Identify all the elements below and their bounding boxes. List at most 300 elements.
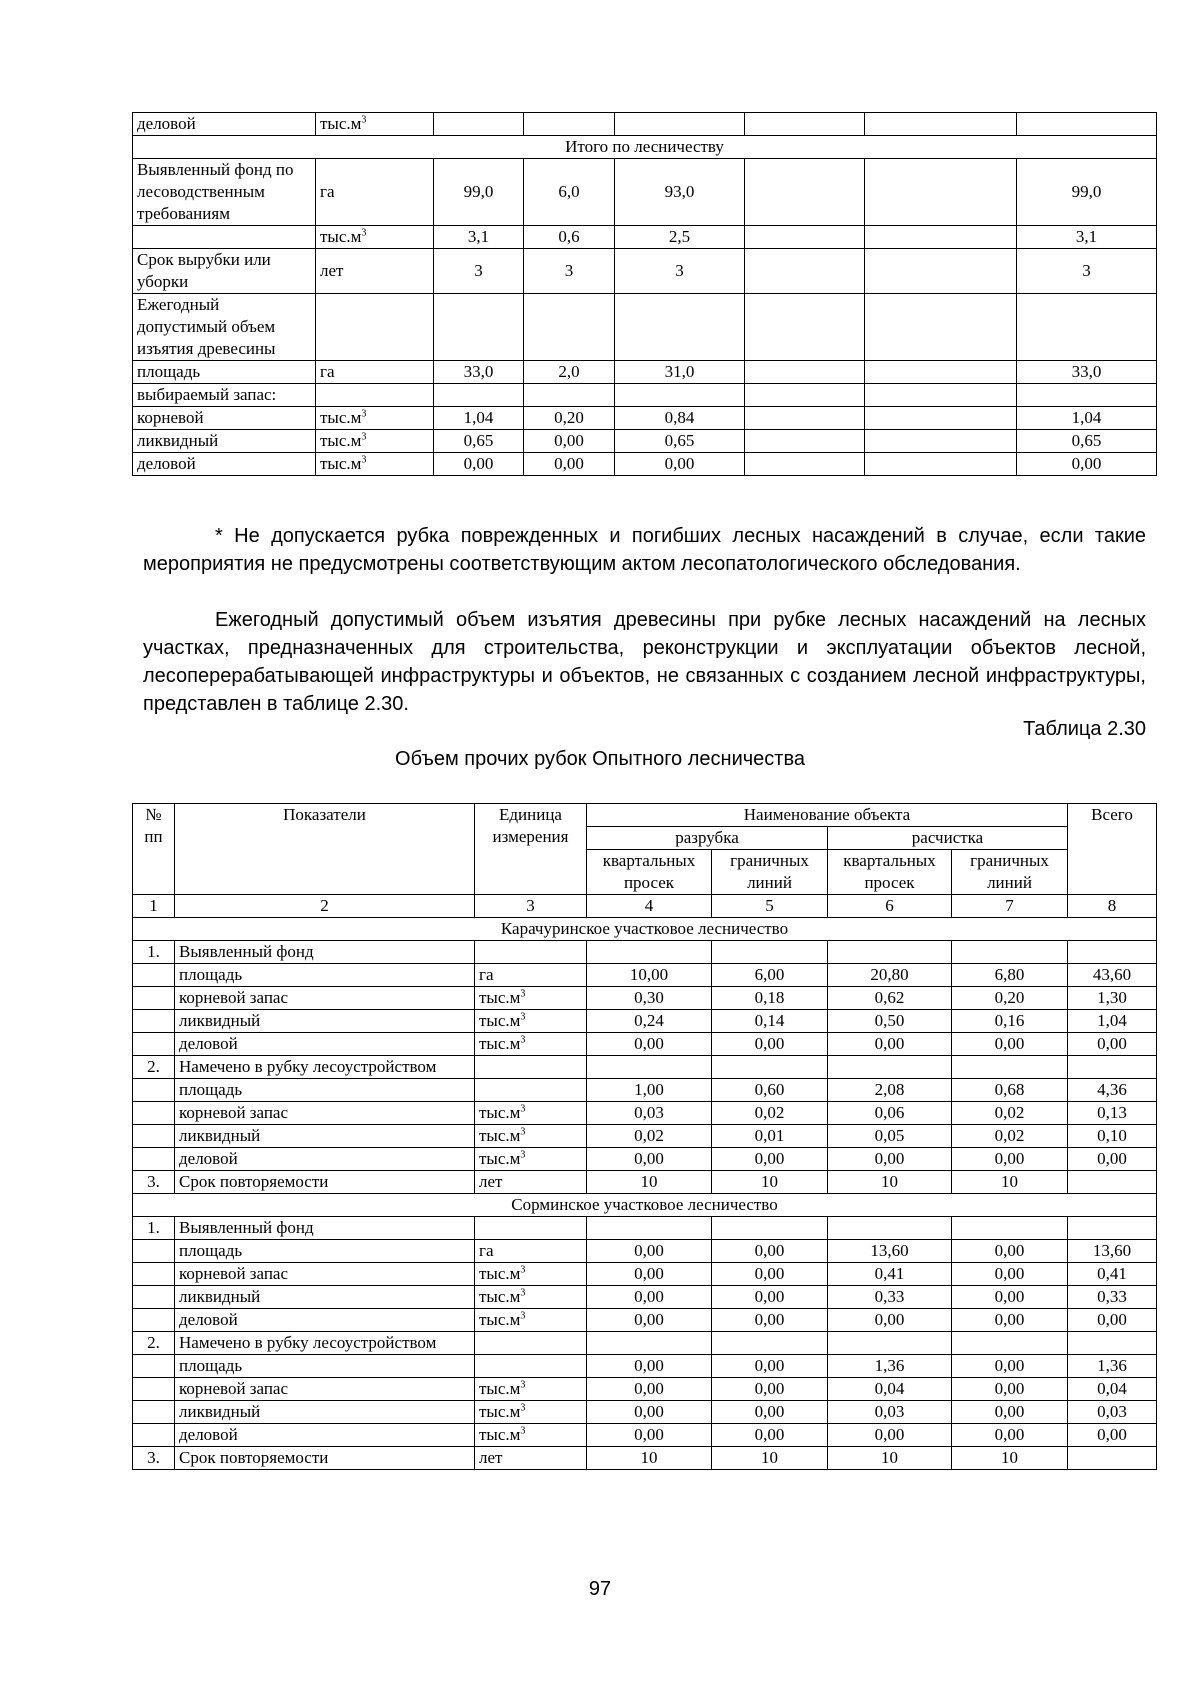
table-row xyxy=(133,1217,1157,1240)
row-number xyxy=(133,1033,175,1056)
table-cell: $тыс.м^3$ xyxy=(316,113,434,136)
row-number xyxy=(133,1355,175,1378)
table-cell xyxy=(828,1332,952,1355)
table-cell xyxy=(615,113,745,136)
row-label: корневой запас xyxy=(175,987,475,1010)
table-cell: 0,00 xyxy=(952,1401,1068,1424)
table-cell: 0,00 xyxy=(524,453,615,476)
table-cell: 0,02 xyxy=(712,1102,828,1125)
table-row xyxy=(133,407,1157,430)
column-number: 7 xyxy=(952,895,1068,918)
table-cell: 0,00 xyxy=(952,1148,1068,1171)
table-cell: га xyxy=(316,159,434,226)
table-cell: 0,05 xyxy=(828,1125,952,1148)
table-cell xyxy=(316,294,434,361)
table-cell xyxy=(1068,1332,1157,1355)
table-cell xyxy=(434,294,524,361)
table-row xyxy=(133,159,1157,226)
table-cell: 0,02 xyxy=(952,1125,1068,1148)
header-quarter-glades-1: квартальных просек xyxy=(587,850,712,895)
table-row xyxy=(133,430,1157,453)
table-row xyxy=(133,1309,1157,1332)
table-cell xyxy=(712,941,828,964)
table-cell: $тыс.м^3$ xyxy=(475,1424,587,1447)
row-label: Срок вырубки или уборки xyxy=(133,249,316,294)
table-cell: 0,02 xyxy=(952,1102,1068,1125)
row-number: 1. xyxy=(133,1217,175,1240)
table-row xyxy=(133,384,1157,407)
table-cell: 6,80 xyxy=(952,964,1068,987)
table-cell: 3 xyxy=(524,249,615,294)
table-cell xyxy=(475,1332,587,1355)
table-cell: 0,00 xyxy=(952,1240,1068,1263)
header-total: Всего xyxy=(1068,804,1157,895)
table-cell: 0,04 xyxy=(828,1378,952,1401)
table-cell: $тыс.м^3$ xyxy=(475,1286,587,1309)
other-cuttings-table xyxy=(132,803,1157,1470)
table-cell xyxy=(587,1332,712,1355)
table-cell: 0,00 xyxy=(587,1148,712,1171)
table-cell xyxy=(475,941,587,964)
table-row xyxy=(133,1171,1157,1194)
row-label: деловой xyxy=(175,1033,475,1056)
table-cell: 0,00 xyxy=(712,1263,828,1286)
table-cell: 10 xyxy=(828,1447,952,1470)
table-row xyxy=(133,1240,1157,1263)
table-cell: 0,03 xyxy=(1068,1401,1157,1424)
table-cell xyxy=(1068,1447,1157,1470)
table-row xyxy=(133,113,1157,136)
row-label: деловой xyxy=(175,1148,475,1171)
row-number: 3. xyxy=(133,1171,175,1194)
table-cell xyxy=(1017,384,1157,407)
table-cell xyxy=(475,1217,587,1240)
column-number: 1 xyxy=(133,895,175,918)
table-cell xyxy=(952,1217,1068,1240)
table-cell: 0,04 xyxy=(1068,1378,1157,1401)
table-cell: 0,00 xyxy=(712,1355,828,1378)
table-cell: 10 xyxy=(712,1447,828,1470)
row-number xyxy=(133,1010,175,1033)
table-row xyxy=(133,226,1157,249)
table-cell: 6,00 xyxy=(712,964,828,987)
table-cell: $тыс.м^3$ xyxy=(475,987,587,1010)
table-cell: 2,08 xyxy=(828,1079,952,1102)
table-cell xyxy=(587,1217,712,1240)
table-cell: 10 xyxy=(952,1171,1068,1194)
row-number xyxy=(133,1263,175,1286)
table-cell xyxy=(615,294,745,361)
table-cell: 0,13 xyxy=(1068,1102,1157,1125)
row-label: Намечено в рубку лесоустройством xyxy=(175,1332,475,1355)
table-cell: 0,00 xyxy=(712,1240,828,1263)
row-label: корневой запас xyxy=(175,1378,475,1401)
table-cell xyxy=(745,159,865,226)
row-label: деловой xyxy=(133,453,316,476)
table-cell xyxy=(712,1332,828,1355)
table-cell: 0,00 xyxy=(828,1424,952,1447)
table-cell: 10 xyxy=(587,1171,712,1194)
table-cell: 0,10 xyxy=(1068,1125,1157,1148)
row-label: Срок повторяемости xyxy=(175,1171,475,1194)
table-cell xyxy=(745,249,865,294)
header-unit: Единица измерения xyxy=(475,804,587,895)
row-label: Выявленный фонд xyxy=(175,941,475,964)
row-number xyxy=(133,987,175,1010)
table-cell: $тыс.м^3$ xyxy=(475,1401,587,1424)
table-cell: 0,00 xyxy=(828,1148,952,1171)
table-cell: 0,00 xyxy=(828,1309,952,1332)
table-cell xyxy=(712,1217,828,1240)
table-cell: 0,18 xyxy=(712,987,828,1010)
row-label: корневой запас xyxy=(175,1102,475,1125)
table-cell: лет xyxy=(316,249,434,294)
table-cell: 0,60 xyxy=(712,1079,828,1102)
row-label: площадь xyxy=(133,361,316,384)
table-cell xyxy=(828,941,952,964)
table-cell: 10 xyxy=(712,1171,828,1194)
table-cell: 0,00 xyxy=(712,1424,828,1447)
row-label: корневой xyxy=(133,407,316,430)
table-cell: лет xyxy=(475,1171,587,1194)
table-cell: 1,36 xyxy=(828,1355,952,1378)
table-cell xyxy=(524,294,615,361)
table-title: Объем прочих рубок Опытного лесничества xyxy=(395,748,805,770)
table-cell: 0,6 xyxy=(524,226,615,249)
intro-paragraph: Ежегодный допустимый объем изъятия древесины при рубке лесных насаждений на лесных участках, предназначенных для строительства, реконструкции и эксплуатации объектов лесной, лесоперерабатывающей инфраструктуры и объектов, не связанных с созданием лесной инфраструктуры, представлен в таблице 2.30. xyxy=(143,609,1146,715)
table-cell: 0,00 xyxy=(434,453,524,476)
table-cell: 0,20 xyxy=(524,407,615,430)
table-cell: 13,60 xyxy=(828,1240,952,1263)
header-boundary-lines-2: граничных линий xyxy=(952,850,1068,895)
table-cell: 0,20 xyxy=(952,987,1068,1010)
table-cell xyxy=(745,361,865,384)
table-cell: га xyxy=(475,964,587,987)
table-cell: 0,00 xyxy=(1068,1033,1157,1056)
row-number xyxy=(133,1424,175,1447)
table-cell: 0,00 xyxy=(712,1401,828,1424)
row-label: площадь xyxy=(175,964,475,987)
table-cell: 2,5 xyxy=(615,226,745,249)
table-row xyxy=(133,1286,1157,1309)
table-cell: 0,00 xyxy=(615,453,745,476)
table-cell: 0,62 xyxy=(828,987,952,1010)
table-cell xyxy=(587,941,712,964)
row-label: Намечено в рубку лесоустройством xyxy=(175,1056,475,1079)
table-cell xyxy=(745,226,865,249)
table-cell: 0,00 xyxy=(587,1033,712,1056)
table-row xyxy=(133,1424,1157,1447)
table-cell xyxy=(475,1056,587,1079)
table-cell: 0,84 xyxy=(615,407,745,430)
table-row xyxy=(133,1355,1157,1378)
table-cell: 1,04 xyxy=(1017,407,1157,430)
table-cell: 33,0 xyxy=(1017,361,1157,384)
table-cell: $тыс.м^3$ xyxy=(475,1033,587,1056)
table-cell xyxy=(865,453,1017,476)
table-cell: 3,1 xyxy=(1017,226,1157,249)
table-cell: $тыс.м^3$ xyxy=(316,430,434,453)
row-label: корневой запас xyxy=(175,1263,475,1286)
table-cell: 0,03 xyxy=(828,1401,952,1424)
table-cell xyxy=(1017,294,1157,361)
table-cell xyxy=(524,384,615,407)
header-cleaning: расчистка xyxy=(828,827,1068,850)
table-cell: 0,03 xyxy=(587,1102,712,1125)
table-cell: 0,24 xyxy=(587,1010,712,1033)
table-cell: 0,68 xyxy=(952,1079,1068,1102)
table-row xyxy=(133,453,1157,476)
table-cell: 99,0 xyxy=(1017,159,1157,226)
table-cell: 0,65 xyxy=(1017,430,1157,453)
table-cell: 10,00 xyxy=(587,964,712,987)
table-cell xyxy=(712,1056,828,1079)
table-cell xyxy=(865,407,1017,430)
table-cell: 0,01 xyxy=(712,1125,828,1148)
table-cell: 1,30 xyxy=(1068,987,1157,1010)
table-row xyxy=(133,249,1157,294)
row-number: 2. xyxy=(133,1056,175,1079)
table-cell xyxy=(615,384,745,407)
table-cell: 0,00 xyxy=(587,1309,712,1332)
table-cell: 13,60 xyxy=(1068,1240,1157,1263)
table-cell: 0,00 xyxy=(587,1263,712,1286)
table-row xyxy=(133,941,1157,964)
table-cell xyxy=(828,1056,952,1079)
row-number: 1. xyxy=(133,941,175,964)
table-cell: 20,80 xyxy=(828,964,952,987)
column-number: 5 xyxy=(712,895,828,918)
section-row xyxy=(133,1194,1157,1217)
table-cell xyxy=(745,407,865,430)
table-cell xyxy=(1017,113,1157,136)
row-label: Ежегодный допустимый объем изъятия древесины xyxy=(133,294,316,361)
header-object-name: Наименование объекта xyxy=(587,804,1068,827)
table-cell: 0,30 xyxy=(587,987,712,1010)
table-cell: $тыс.м^3$ xyxy=(475,1010,587,1033)
header-quarter-glades-2: квартальных просек xyxy=(828,850,952,895)
table-cell xyxy=(865,226,1017,249)
table-row xyxy=(133,1079,1157,1102)
table-cell xyxy=(745,113,865,136)
table-cell: $тыс.м^3$ xyxy=(316,407,434,430)
row-number xyxy=(133,1309,175,1332)
table-cell: 0,00 xyxy=(587,1355,712,1378)
section-title: Карачуринское участковое лесничество xyxy=(133,918,1157,941)
row-label: выбираемый запас: xyxy=(133,384,316,407)
table-cell: 0,00 xyxy=(952,1286,1068,1309)
row-label: деловой xyxy=(175,1424,475,1447)
table-cell: 1,04 xyxy=(1068,1010,1157,1033)
row-label: Выявленный фонд xyxy=(175,1217,475,1240)
header-no: № пп xyxy=(133,804,175,895)
table-cell: 0,65 xyxy=(615,430,745,453)
table-cell: 0,33 xyxy=(828,1286,952,1309)
table-cell xyxy=(524,113,615,136)
table-cell xyxy=(745,294,865,361)
header-indicators: Показатели xyxy=(175,804,475,895)
table-cell: 1,00 xyxy=(587,1079,712,1102)
table-cell: 0,00 xyxy=(587,1378,712,1401)
table-cell xyxy=(434,113,524,136)
table-cell: 0,00 xyxy=(828,1033,952,1056)
table-cell: 0,00 xyxy=(587,1424,712,1447)
table-cell xyxy=(587,1056,712,1079)
table-cell: 6,0 xyxy=(524,159,615,226)
row-number xyxy=(133,964,175,987)
table-cell xyxy=(745,453,865,476)
table-cell: $тыс.м^3$ xyxy=(316,453,434,476)
page-number: 97 xyxy=(588,1578,612,1600)
row-label: деловой xyxy=(175,1309,475,1332)
table-cell: 0,00 xyxy=(952,1378,1068,1401)
table-cell: 0,00 xyxy=(1017,453,1157,476)
row-number xyxy=(133,1240,175,1263)
row-number xyxy=(133,1286,175,1309)
column-number: 2 xyxy=(175,895,475,918)
table-cell: $тыс.м^3$ xyxy=(475,1263,587,1286)
table-cell: 99,0 xyxy=(434,159,524,226)
table-cell xyxy=(1068,1217,1157,1240)
table-cell: 0,00 xyxy=(712,1148,828,1171)
column-number: 6 xyxy=(828,895,952,918)
table-cell: 0,16 xyxy=(952,1010,1068,1033)
table-cell: 0,00 xyxy=(712,1286,828,1309)
table-cell: 31,0 xyxy=(615,361,745,384)
row-label xyxy=(133,226,316,249)
table-cell: га xyxy=(316,361,434,384)
row-label: ликвидный xyxy=(133,430,316,453)
table-cell xyxy=(865,159,1017,226)
table-cell: 0,00 xyxy=(1068,1424,1157,1447)
table-number: Таблица 2.30 xyxy=(1023,718,1146,740)
table-row xyxy=(133,1447,1157,1470)
table-cell: 0,00 xyxy=(524,430,615,453)
footnote-paragraph: * Не допускается рубка поврежденных и погибших лесных насаждений в случае, если такие мероприятия не предусмотрены соответствующим актом лесопатологического обследования. xyxy=(143,525,1146,575)
row-label: Срок повторяемости xyxy=(175,1447,475,1470)
table-cell xyxy=(1068,941,1157,964)
table-cell: 0,00 xyxy=(587,1240,712,1263)
column-number: 4 xyxy=(587,895,712,918)
table-cell xyxy=(828,1217,952,1240)
row-number xyxy=(133,1378,175,1401)
row-label: Выявленный фонд по лесоводственным требованиям xyxy=(133,159,316,226)
table-cell: $тыс.м^3$ xyxy=(316,226,434,249)
table-cell: 3 xyxy=(1017,249,1157,294)
column-number: 8 xyxy=(1068,895,1157,918)
table-row xyxy=(133,1263,1157,1286)
table-cell: 33,0 xyxy=(434,361,524,384)
table-row xyxy=(133,1125,1157,1148)
table-cell xyxy=(434,384,524,407)
row-label: ликвидный xyxy=(175,1286,475,1309)
table-cell: га xyxy=(475,1240,587,1263)
table-cell xyxy=(745,430,865,453)
table-cell xyxy=(865,249,1017,294)
table-cell: 0,00 xyxy=(952,1424,1068,1447)
table-cell: 0,00 xyxy=(712,1378,828,1401)
table-cell xyxy=(316,384,434,407)
row-label: ликвидный xyxy=(175,1010,475,1033)
table-cell: $тыс.м^3$ xyxy=(475,1148,587,1171)
column-number: 3 xyxy=(475,895,587,918)
table-cell xyxy=(1068,1056,1157,1079)
table-cell: $тыс.м^3$ xyxy=(475,1102,587,1125)
table-cell: 43,60 xyxy=(1068,964,1157,987)
table-cell: $тыс.м^3$ xyxy=(475,1378,587,1401)
table-row xyxy=(133,964,1157,987)
table-cell: 0,41 xyxy=(828,1263,952,1286)
table-row xyxy=(133,294,1157,361)
table-cell: 0,50 xyxy=(828,1010,952,1033)
table-cell: 10 xyxy=(952,1447,1068,1470)
row-label: площадь xyxy=(175,1079,475,1102)
section-row xyxy=(133,918,1157,941)
table-cell: 0,06 xyxy=(828,1102,952,1125)
table-cell: 3,1 xyxy=(434,226,524,249)
table-cell: 0,00 xyxy=(587,1286,712,1309)
table-cell: 4,36 xyxy=(1068,1079,1157,1102)
table-cell xyxy=(865,430,1017,453)
row-number xyxy=(133,1102,175,1125)
table-cell xyxy=(952,1056,1068,1079)
section-title: Итого по лесничеству xyxy=(133,136,1157,159)
row-number xyxy=(133,1079,175,1102)
table-cell xyxy=(745,384,865,407)
table-row xyxy=(133,136,1157,159)
table-row xyxy=(133,1378,1157,1401)
table-cell: 0,14 xyxy=(712,1010,828,1033)
table-cell xyxy=(865,294,1017,361)
table-cell xyxy=(475,1355,587,1378)
table-cell: 93,0 xyxy=(615,159,745,226)
table-row xyxy=(133,1332,1157,1355)
table-cell: 0,00 xyxy=(952,1309,1068,1332)
table-cell: 1,36 xyxy=(1068,1355,1157,1378)
header-clearing: разрубка xyxy=(587,827,828,850)
table-cell: 3 xyxy=(434,249,524,294)
table-cell: 0,00 xyxy=(952,1355,1068,1378)
row-label: ликвидный xyxy=(175,1401,475,1424)
row-label: площадь xyxy=(175,1240,475,1263)
row-number: 2. xyxy=(133,1332,175,1355)
table-cell xyxy=(1068,1171,1157,1194)
table-cell: 1,04 xyxy=(434,407,524,430)
row-number xyxy=(133,1125,175,1148)
table-cell: 0,65 xyxy=(434,430,524,453)
row-number xyxy=(133,1148,175,1171)
table-cell: $тыс.м^3$ xyxy=(475,1309,587,1332)
table-cell: 0,02 xyxy=(587,1125,712,1148)
table-cell xyxy=(952,1332,1068,1355)
table-row xyxy=(133,1010,1157,1033)
table-row xyxy=(133,987,1157,1010)
table-cell: лет xyxy=(475,1447,587,1470)
table-row xyxy=(133,1033,1157,1056)
table-cell xyxy=(865,113,1017,136)
table-cell: 10 xyxy=(828,1171,952,1194)
table-cell xyxy=(952,941,1068,964)
table-row xyxy=(133,361,1157,384)
table-cell: 0,00 xyxy=(1068,1309,1157,1332)
row-label: ликвидный xyxy=(175,1125,475,1148)
header-boundary-lines-1: граничных линий xyxy=(712,850,828,895)
table-cell: 0,00 xyxy=(1068,1148,1157,1171)
row-label: площадь xyxy=(175,1355,475,1378)
table-row xyxy=(133,1056,1157,1079)
table-row xyxy=(133,1401,1157,1424)
row-label: деловой xyxy=(133,113,316,136)
